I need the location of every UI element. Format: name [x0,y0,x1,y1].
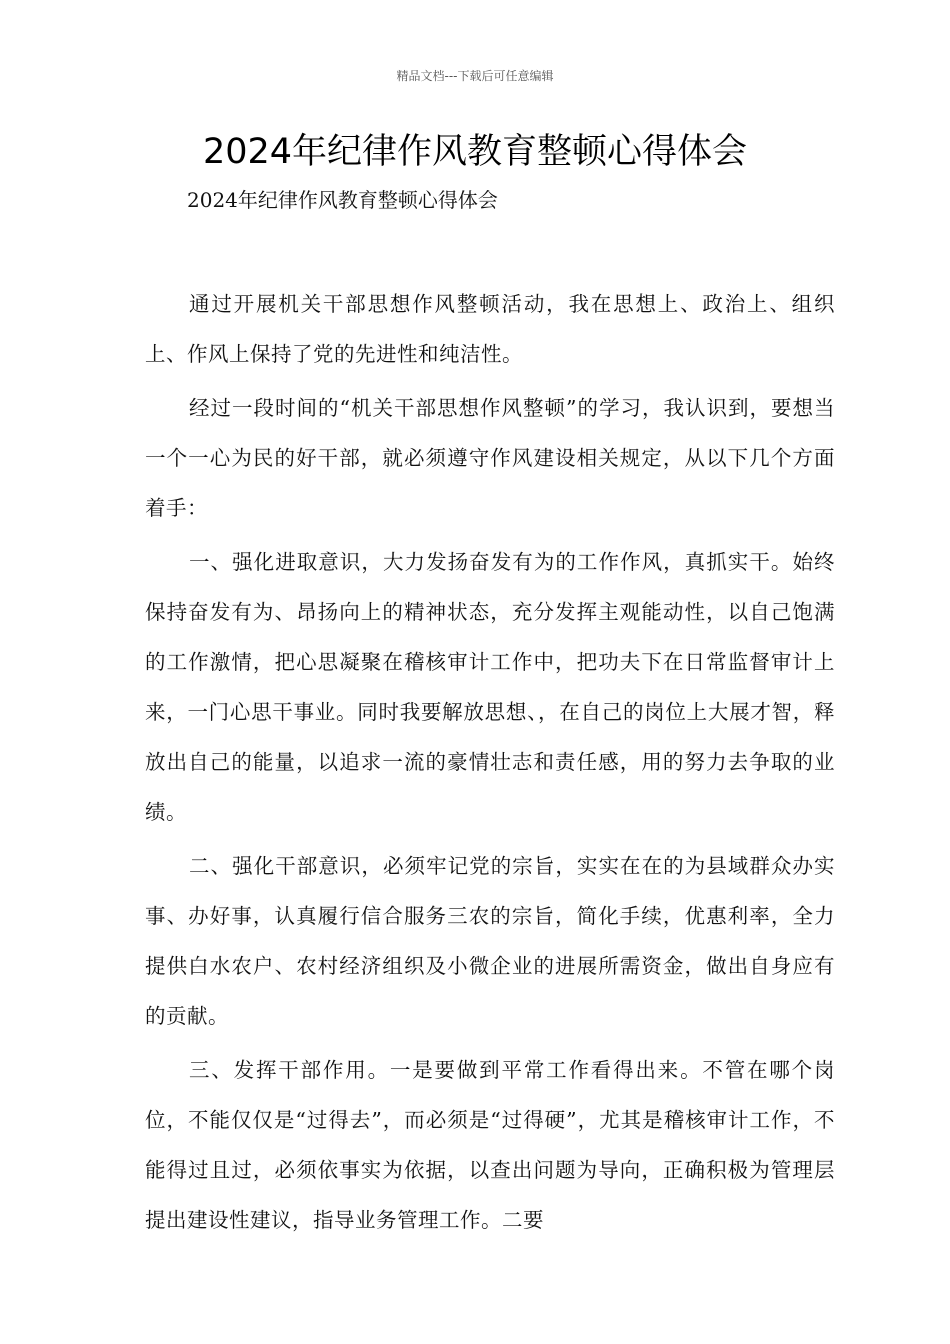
paragraph: 经过一段时间的“机关干部思想作风整顿”的学习，我认识到，要想当一个一心为民的好干部，就必须遵守作风建设相关规定，从以下几个方面着手： [145,396,835,520]
header-note: 精品文档---下载后可任意编辑 [396,69,554,83]
paragraph: 通过开展机关干部思想作风整顿活动，我在思想上、政治上、组织上、作风上保持了党的先进性和纯洁性。 [145,292,835,366]
paragraph: 一、强化进取意识，大力发扬奋发有为的工作作风，真抓实干。始终保持奋发有为、昂扬向上的精神状态，充分发挥主观能动性，以自己饱满的工作激情，把心思凝聚在稽核审计工作中，把功夫下在日常监督审计上来，一门心思干事业。同时我要解放思想、，在自己的岗位上大展才智，释放出自己的能量，以追求一流的豪情壮志和责任感，用的努力去争取的业绩。 [145,550,835,824]
document-subtitle: 2024年纪律作风教育整顿心得体会 [187,188,498,212]
document-body [145,279,835,1249]
paragraph: 二、强化干部意识，必须牢记党的宗旨，实实在在的为县域群众办实事、办好事，认真履行信合服务三农的宗旨，简化手续，优惠利率，全力提供白水农户、农村经济组织及小微企业的进展所需资金，做出自身应有的贡献。 [145,854,835,1028]
document-title: 2024年纪律作风教育整顿心得体会 [202,132,748,172]
paragraph: 三、发挥干部作用。一是要做到平常工作看得出来。不管在哪个岗位，不能仅仅是“过得去”，而必须是“过得硬”，尤其是稽核审计工作，不能得过且过，必须依事实为依据，以查出问题为导向，正确积极为管理层提出建设性建议，指导业务管理工作。二要 [145,1058,835,1232]
